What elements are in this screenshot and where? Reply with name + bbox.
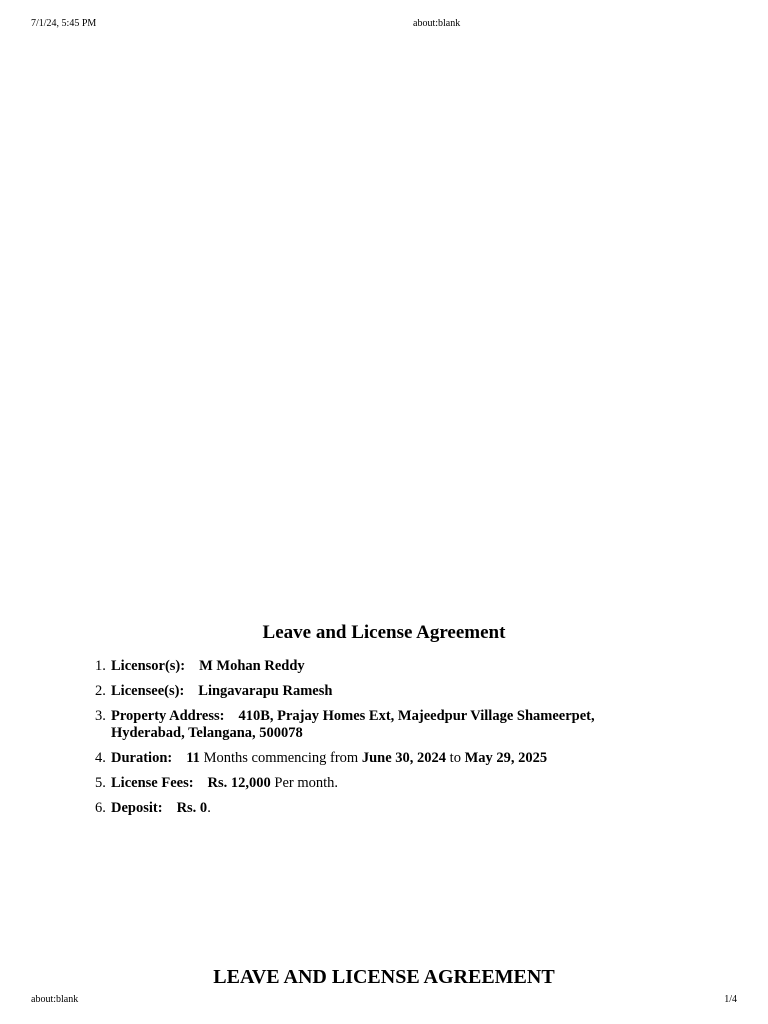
term-label: Property Address: (111, 708, 225, 724)
term-number: 3. (95, 708, 106, 724)
print-header-datetime: 7/1/24, 5:45 PM (31, 18, 97, 29)
term-label: Duration: (111, 750, 173, 766)
term-label: License Fees: (111, 775, 194, 791)
agreement-heading: LEAVE AND LICENSE AGREEMENT (213, 966, 555, 988)
term-number: 1. (95, 658, 106, 674)
term-number: 6. (95, 800, 106, 816)
print-header-url: about:blank (413, 18, 461, 29)
license-fee-amount: Rs. 12,000 (207, 775, 271, 791)
duration-months: 11 (186, 750, 200, 766)
term-licensee (95, 683, 671, 700)
print-footer-url: about:blank (31, 994, 79, 1005)
term-label: Licensee(s): (111, 683, 185, 699)
duration-start-date: June 30, 2024 (361, 750, 447, 766)
deposit-suffix: . (207, 800, 211, 816)
agreement-terms-list (95, 658, 671, 825)
print-footer-page-number: 1/4 (724, 994, 737, 1005)
duration-end-date: May 29, 2025 (464, 750, 548, 766)
term-value: M Mohan Reddy (199, 658, 305, 674)
term-number: 5. (95, 775, 106, 791)
term-number: 2. (95, 683, 106, 699)
duration-to-text: to (449, 750, 461, 766)
term-license-fees (95, 775, 671, 792)
duration-commencing-text: Months commencing from (203, 750, 359, 766)
term-label: Licensor(s): (111, 658, 186, 674)
term-duration (95, 750, 671, 767)
term-number: 4. (95, 750, 106, 766)
document-title: Leave and License Agreement (262, 622, 506, 643)
term-label: Deposit: (111, 800, 163, 816)
term-value: 410B, Prajay Homes Ext, Majeedpur Village Shameerpet, Hyderabad, Telangana, 500078 (111, 708, 595, 741)
term-value: Lingavarapu Ramesh (198, 683, 333, 699)
term-property-address (95, 708, 671, 742)
deposit-amount: Rs. 0 (176, 800, 208, 816)
term-deposit (95, 800, 671, 817)
license-fee-suffix: Per month. (274, 775, 339, 791)
term-licensor (95, 658, 671, 675)
